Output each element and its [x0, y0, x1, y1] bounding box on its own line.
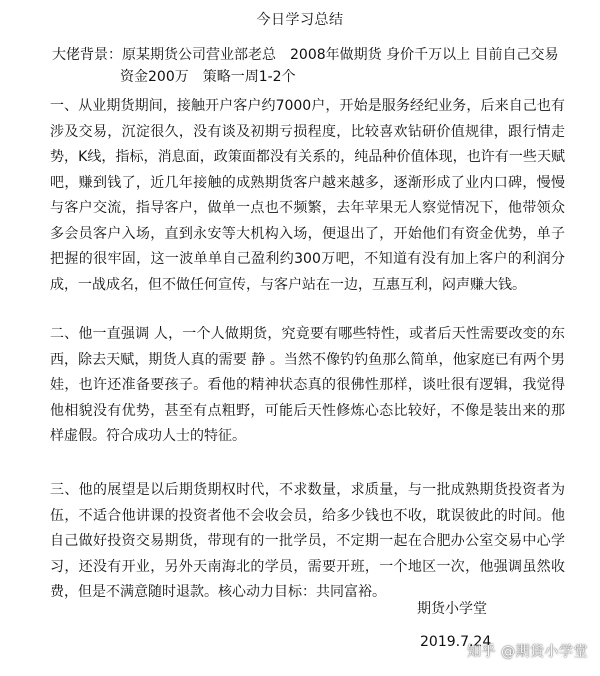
paragraph-1: 一、从业期货期间，接触开户客户约7000户，开始是服务经纪业务，后来自己也有涉及交易，沉淀很久，没有谈及初期亏损程度，比较喜欢钻研价值规律，跟行情走势，K线，指标，消息面，政策面都没有关系的，纯品种价值体现，也许有一些天赋吧，赚到钱了，近几年接触的成熟期货客户越来越多，逐渐形成了业内口碑，慢慢与客户交流，指导客户，做单一点也不频繁，去年苹果无人察觉情况下，他带领众多会员客户入场，直到永安等大机构入场，便退出了，开始他们有资金优势，单子把握的很牢固，这一波单单自己盈利约300万吧，不知道有没有加上客户的利润分成，一战成名，但不做任何宣传，与客户站在一边，互惠互利，闷声赚大钱。: [50, 98, 565, 293]
paragraph-3: 三、他的展望是以后期货期权时代，不求数量，求质量，与一批成熟期货投资者为伍，不适合他讲课的投资者他不会收会员，给多少钱也不收，耽误彼此的时间。他自己做好投资交易期货，带现有的一批学员，不定期一起在合肥办公室交易中心学习，还没有开业，另外天南海北的学员，需要开班，一个地区一次，他强调虽然收费，但是不满意随时退款。核心动力目标：共同富裕。: [50, 482, 565, 600]
background-section: [52, 44, 562, 88]
document-date: 2019.7.24: [420, 634, 492, 650]
document-title: 今日学习总结: [256, 12, 344, 28]
paragraph-2: 二、他一直强调 人，一个人做期货，究竟要有哪些特性，或者后天性需要改变的东西，除去天赋，期货人真的需要 静 。当然不像钓钓鱼那么简单，他家庭已有两个男娃，也许还准备要孩子。看他的精神状态真的很佛性那样，谈吐很有逻辑，我觉得他相貌没有优势，甚至有点粗野，可能后天性修炼心态比较好，不像是装出来的那样虚假。符合成功人士的特征。: [50, 326, 565, 444]
background-line-2: 资金200万 策略一周1-2个: [120, 69, 296, 85]
background-label: 大佬背景：: [52, 47, 122, 63]
watermark: 知乎 @期货小学堂: [467, 644, 588, 660]
signature: 期货小学堂: [417, 601, 487, 617]
background-line-1: 原某期货公司营业部老总 2008年做期货 身价千万以上 目前自己交易: [122, 47, 559, 63]
